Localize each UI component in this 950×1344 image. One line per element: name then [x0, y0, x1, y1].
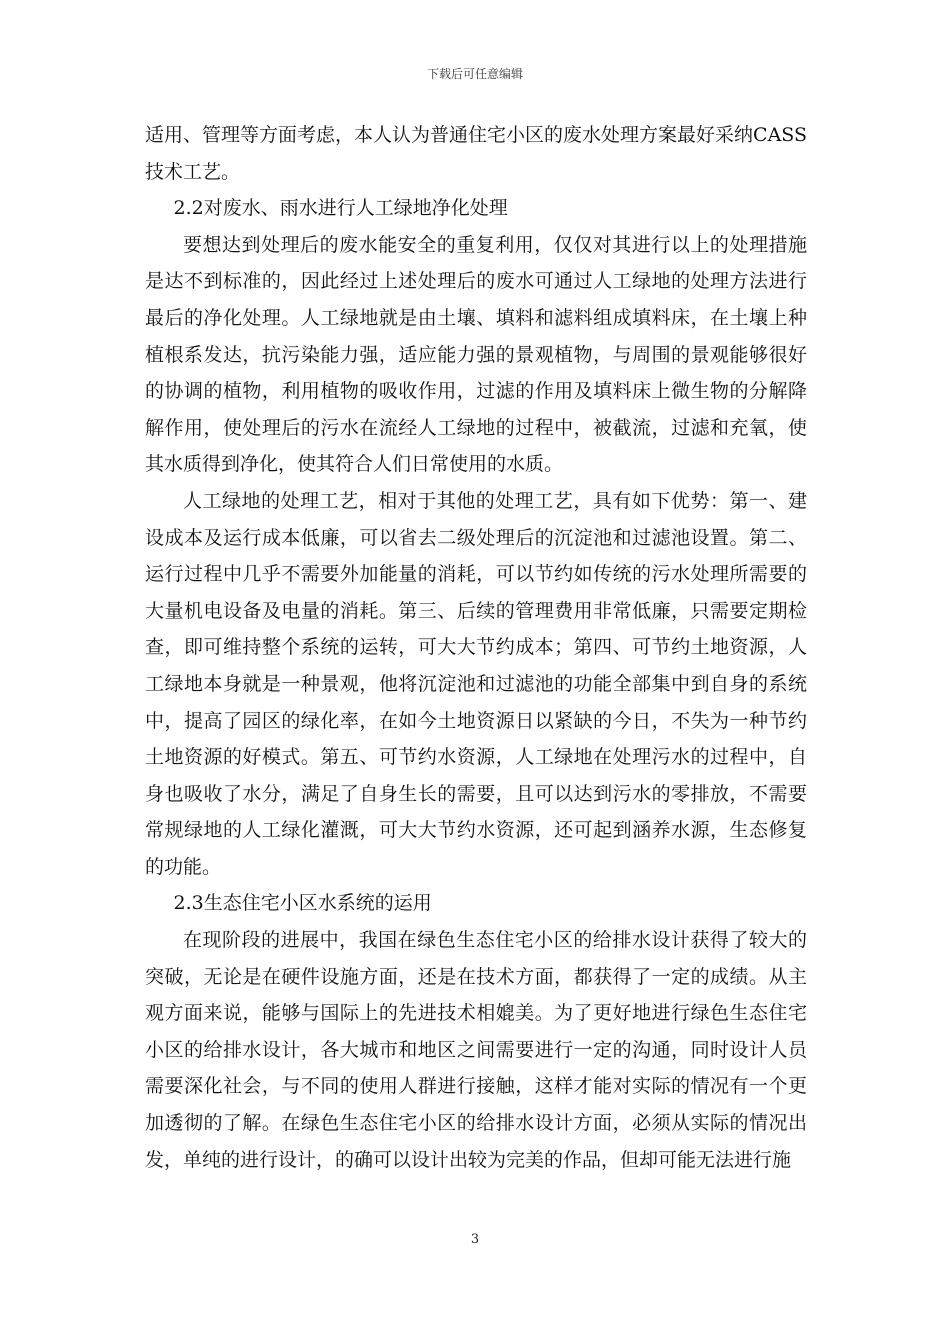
page-number: 3	[470, 1232, 480, 1247]
page-header: 下载后可任意编辑	[426, 67, 523, 81]
paragraph-purification: 要想达到处理后的废水能安全的重复利用，仅仅对其进行以上的处理措施是达不到标准的，因此经过上述处理后的废水可通过人工绿地的处理方法进行最后的净化处理。人工绿地就是由土壤、填料和滤料组成填料床，在土壤上种植根系发达，抗污染能力强，适应能力强的景观植物，与周围的景观能够很好的协调的植物，利用植物的吸收作用，过滤的作用及填料床上微生物的分解降解作用，使处理后的污水在流经人工绿地的过程中，被截流，过滤和充氧，使其水质得到净化，使其符合人们日常使用的水质。	[145, 233, 807, 476]
section-heading-2-3: 2.3生态住宅小区水系统的运用	[173, 892, 432, 915]
section-heading-2-2: 2.2对废水、雨水进行人工绿地净化处理	[173, 197, 508, 220]
paragraph-continuation: 适用、管理等方面考虑，本人认为普通住宅小区的废水处理方案最好采纳CASS技术工艺。	[145, 124, 807, 183]
paragraph-advantages: 人工绿地的处理工艺，相对于其他的处理工艺，具有如下优势：第一、建设成本及运行成本低廉，可以省去二级处理后的沉淀池和过滤池设置。第二、运行过程中几乎不需要外加能量的消耗，可以节约如传统的污水处理所需要的大量机电设备及电量的消耗。第三、后续的管理费用非常低廉，只需要定期检查，即可维持整个系统的运转，可大大节约成本；第四、可节约土地资源，人工绿地本身就是一种景观，他将沉淀池和过滤池的功能全部集中到自身的系统中，提高了园区的绿化率，在如今土地资源日以紧缺的今日，不失为一种节约土地资源的好模式。第五、可节约水资源，人工绿地在处理污水的过程中，自身也吸收了水分，满足了自身生长的需要，且可以达到污水的零排放，不需要常规绿地的人工绿化灌溉，可大大节约水资源，还可起到涵养水源，生态修复的功能。	[145, 489, 807, 878]
paragraph-development: 在现阶段的进展中，我国在绿色生态住宅小区的给排水设计获得了较大的突破，无论是在硬件设施方面，还是在技术方面，都获得了一定的成绩。从主观方面来说，能够与国际上的先进技术相媲美。为了更好地进行绿色生态住宅小区的给排水设计，各大城市和地区之间需要进行一定的沟通，同时设计人员需要深化社会，与不同的使用人群进行接触，这样才能对实际的情况有一个更加透彻的了解。在绿色生态住宅小区的给排水设计方面，必须从实际的情况出发，单纯的进行设计，的确可以设计出较为完美的作品，但却可能无法进行施	[145, 929, 807, 1171]
body-text	[145, 117, 807, 1178]
